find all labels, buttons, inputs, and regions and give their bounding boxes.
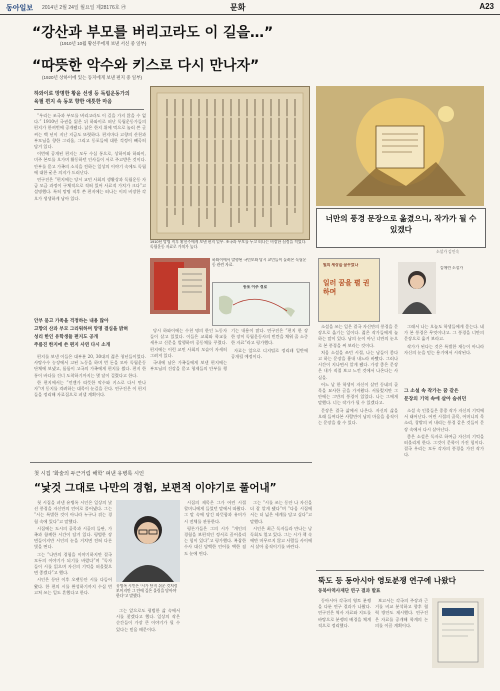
map-title: 동포 이주 경로 [243,285,268,289]
newspaper-logo: 동아일보 [6,5,34,12]
subhead-4: 주름진 한지에 쓴 편지 사연 다시 소개 [34,343,111,348]
bottom-body-1: 첫 시집을 펴낸 유병록 시인은 일상의 낯선 풍경을 자신만의 언어로 풀어냈다. 그는 “시는 특별한 것이 아니라 누구나 겪는 경험 속에 있다”고 말했다. 시집에는 도시의 골목과 시골의 들판, 가족과 함께한 시간이 담겨 있다. 평범한 장면들이지만 시인의 눈을 거치면 전혀 다른 빛을 띤다. 그는 “나만의 경험을 이야기하지만 결국 모두의 이야기가 되기를 바랐다”며 “독자들이 시를 읽으며 자신의 기억을 떠올렸으면 좋겠다”고 했다. 시인은 등단 이후 오랫동안 시를 다듬어 왔다. 한 편의 시를 완성하기까지 수십 번 고쳐 쓰는 일도 흔했다고 한다. [34,500,112,595]
headline-1-sub: (1910년 10월 황선주에게 보낸 서신 중 일부) [60,41,147,46]
handwritten-letter-image [151,87,309,239]
bottom-body-2: 그는 앞으로도 평범한 삶 속에서 시를 찾겠다고 했다. 일상의 작은 순간들이 가장 큰 이야기가 될 수 있다는 믿음 때문이다. [116,608,180,632]
divider [34,109,144,110]
article-body-1: “우리는 조국과 부모를 버리고라도 이 길을 가지 않을 수 없다.” 1910년 국권을 잃은 뒤 하와이로 떠난 독립운동가들의 편지가 한꺼번에 공개됐다. 낡은 한지 위에 먹으로 눌러 쓴 글씨는 백 년이 지난 지금도 또렷하다. 편지마다 고향의 산천과 부모님을 향한 그리움, 그리고 동포들에 대한 걱정이 빼곡히 담겨 있다. 이번에 공개된 편지는 모두 수십 통으로, 상하이와 하와이, 미주 본토를 오가며 활동하던 인사들이 서로 주고받은 것이다. 안부를 묻고 가족의 소식을 전하는 일상의 이야기 속에도 독립에 대한 굳은 의지가 드러난다. 연구진은 “편지에는 당시 교민 사회의 생활상과 독립운동 자금 모금 과정이 구체적으로 적혀 있어 사료적 가치가 크다”고 설명했다. 특히 망명 직후 쓴 편지에는 떠나는 이의 비장한 각오가 생생하게 남아 있다. [34,113,146,201]
headline-2-sub: (1920년 상하이에 있는 동지에게 보낸 편지 중 일부) [42,75,143,80]
page-header [0,0,500,15]
lead-head-2: 육필 편지 속 동포 향한 애틋한 마음 [34,99,113,105]
letter-photo [150,86,310,240]
issue-date: 2014년 2월 24일 월요일 제28176호 ㉮ [42,5,126,11]
illustration [316,86,484,206]
report-book-image [432,598,484,668]
lead-head-1: 하와이로 망명한 황윤 선생 등 독립운동가의 [34,91,130,97]
bottom-kicker: 첫 시집 ‘화술의 두근거림 해학’ 펴낸 유병록 시인 [34,471,145,477]
author-caption: 김애란 소설가 [440,266,464,270]
section-title: 문화 [230,3,246,12]
pamphlet-caption: 하와이에서 발행된 국민보와 당시 교민들이 돌려본 독립운동 관련 자료. [212,258,307,267]
article-body-2: 편지를 보낸 이들은 대부분 20, 30대의 젊은 청년들이었다. 사탕수수 농장에서 고된 노동을 하며 번 돈을 모아 독립운동 단체에 보냈고, 틈틈이 고국의 가족에게 편지를 썼다. 편지 한 통이 바다를 건너 도착하기까지는 몇 달이 걸렸다고 한다. 한 편지에서는 “언젠가 따뜻한 악수와 키스로 다시 만나자”며 동지를 격려하는 대목이 눈길을 끈다. 연구진은 이 편지들을 정리해 자료집으로 펴낼 계획이다. [34,354,146,398]
article-body-3: 당시 하와이에는 수천 명의 한인 노동자들이 살고 있었다. 이들은 교회와 학교를 세우고 신문을 발행하며 공동체를 꾸렸다. 편지에는 이런 교민 사회의 모습이 자세히 그려져 있다. 국내에 남은 가족들에게 보낸 편지에는 부모님의 건강을 묻고 형제들의 안부를 챙기는 내용이 많다. 연구진은 “편지 한 장 한 장이 독립운동사의 빈칸을 채워 줄 소중한 자료”라고 평가했다. 자료는 앞으로 디지털로 정리돼 일반에 공개될 예정이다. [150,328,308,372]
bottom-headline: “낯것 그대로 나만의 경험, 보편적 이야기로 풀어내” [34,482,277,494]
subhead-1: 안부 묻고 가족을 걱정하는 내용 많아 [34,319,109,324]
book-line: 일러 꿈을 펼 권하며 [323,279,370,296]
right-subhead-1: 그 소설 속 작가는 꿈 같은 [404,389,459,394]
right-subhead-2: 문장의 기억 속에 살아 숨쉬던 [404,397,467,402]
column-body-2: 그래서 나는 오늘도 학생들에게 묻는다. 네가 본 풍경은 무엇이냐고. 그 풍경을 너만의 문장으로 옮겨 보라고. 작가가 된다는 것은 특별한 재능이 아니라 자신의 눈을 믿는 용기에서 시작된다. [404,324,484,355]
poet-photo [116,500,180,582]
right-byline: 소설가 김인숙 [436,250,460,254]
right-divider [316,570,484,571]
author-portrait [398,262,436,314]
section-divider [30,462,312,463]
migration-map [212,282,310,326]
subhead-3: 성리 한인 유학생들 편지도 공개 [34,335,99,340]
book-cover [318,258,380,322]
letter-caption: 1910년 망명 직후 황선주에게 보낸 편지 일부. 조국과 부모를 두고 떠나는 비장한 심정을 적었다. 독립운동 자료로 가치가 높다. [150,240,307,249]
poet-portrait [116,500,180,582]
column-body-1: 소설을 쓰는 일은 결국 자신만의 풍경을 문장으로 옮기는 일이다. 젊은 작가들에게 늘 하는 말이 있다. 남의 눈이 아닌 너만의 눈으로 본 풍경을 써 보라는 것이다. 처음 소설을 쓰던 시절, 나는 남들이 좋다고 하는 문장을 흉내 내느라 바빴다. 그러나 시간이 지나면서 알게 됐다. 가장 좋은 문장은 내가 직접 보고 느낀 것에서 나온다는 사실을. 어느 날 한 학생이 자신이 살던 동네의 골목을 묘사한 글을 가져왔다. 서툴렀지만 그 안에는 그만의 풍경이 있었다. 나는 그에게 말했다. 너는 작가가 될 수 있겠다고. 문장은 결국 삶에서 나온다. 자신의 삶을 오래 들여다본 사람만이 남의 마음을 움직이는 문장을 쓸 수 있다. [318,324,398,426]
book-photo [432,598,484,668]
author-photo [398,262,436,314]
page-number: A23 [479,2,494,11]
writer-illustration [316,86,484,206]
right-headline: 너만의 풍경 문장으로 옮겼으니, 작가가 될 수 있겠다 [325,214,477,234]
book-label: 빛의 세상을 꿈꾸었나 [323,263,359,267]
bottom-right-body: 동아시아 각국의 영토 분쟁을 다룬 연구 결과가 나왔다. 연구진은 역사 자료와 지도를 바탕으로 분쟁의 배경을 체계적으로 정리했다. 보고서는 각국의 주장과 근거를 비교 분석하고 향후 협력 방안도 제시했다. 연구진은 자료를 공개해 학계의 논의를 이끌 계획이다. [318,598,428,628]
column-body-3: 소설 속 인물들은 종종 작가 자신의 기억에서 태어난다. 어린 시절의 골목, 어머니의 목소리, 창밖의 비 내리는 풍경 같은 것들이 문장 속에서 다시 살아난다. 좋은 소설은 독자로 하여금 자신의 기억을 떠올리게 한다. 그것이 문학이 가진 힘이다. 결국 우리는 모두 각자의 풍경을 가진 작가다. [404,408,484,458]
pamphlet-photo [150,258,210,314]
bottom-right-sub: 동북아역사재단 연구 결과 발표 [318,589,381,594]
pamphlet-image [150,258,210,314]
headline-1: “강산과 부모를 버리고라도 이 길을…” [32,25,274,41]
right-headline-box [316,208,486,248]
bottom-right-headline: 뚝도 등 동아시아 영토분쟁 연구에 나왔다 [318,576,456,585]
poet-photo-caption: 유병록 시인은 “시가 단지 쉬운 것처럼 보이지만 그 안에 깊은 울림을 담아야 한다”고 말했다. [116,584,178,598]
headline-2: “따뜻한 악수와 키스로 다시 만나자” [32,58,260,74]
subhead-2: 고향의 산과 부모 그리워하며 망명 결심을 밝혀 [34,327,128,332]
bottom-body-3: 시집의 제목은 그가 어린 시절 할머니에게 들었던 말에서 따왔다. 그 말 속에 담긴 따뜻함과 유머가 시 전체를 관통한다. 평론가들은 그의 시가 “개인의 경험을 보편적인 정서로 끌어올리는 힘이 있다”고 평가했다. 복잡한 수사 대신 담백한 언어를 택한 점도 눈에 띈다. 그는 “시를 쓰는 동안 나 자신을 더 잘 알게 됐다”며 “다음 시집에서는 더 넓은 세계를 담고 싶다”고 말했다. 시인은 최근 독자들과 만나는 낭독회도 열고 있다. 그는 시가 책 속에만 머무르지 않고 사람들 사이에서 살아 움직이기를 바란다. [184,500,312,556]
